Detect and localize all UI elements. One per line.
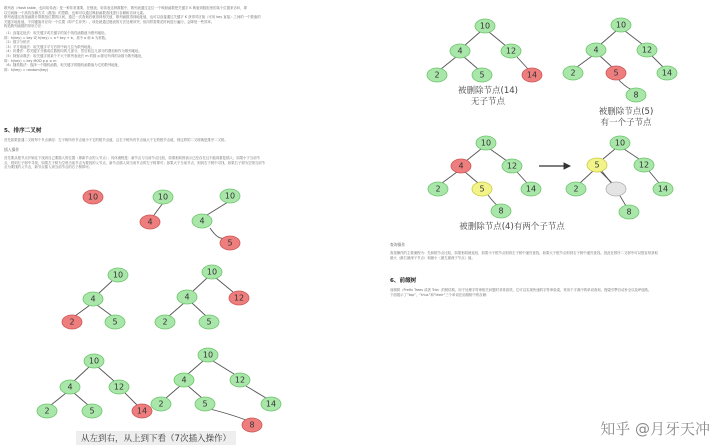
method-line: 即：h(key) = key 或 h(key) = a * key + b，其中 a 和 b 为常数。 <box>4 35 109 40</box>
delete-two-children-after <box>566 136 673 219</box>
svg-text:10: 10 <box>224 191 236 201</box>
insertion-caption: 从左到右，从上到下看（7次插入操作） <box>81 434 231 444</box>
svg-text:14: 14 <box>136 406 148 416</box>
transform-arrow <box>539 163 570 169</box>
svg-text:4: 4 <box>458 161 464 171</box>
svg-text:4: 4 <box>67 382 73 392</box>
method-line: （6）随机数法：选择一个随机函数，取关键字的随机函数值为它的散列地址， <box>4 63 122 68</box>
svg-text:5: 5 <box>202 399 208 409</box>
right-column <box>386 0 720 447</box>
method-line: 即：h(key) = random(key) <box>4 67 49 72</box>
svg-text:2: 2 <box>435 184 441 194</box>
deletion-diagrams <box>386 0 720 447</box>
svg-text:2: 2 <box>158 399 164 409</box>
svg-text:10: 10 <box>157 192 169 202</box>
paragraph-line: 首先要从根节点开始往下找到自己要插入的位置（即新节点的父节点）；具体流程是：新节点与当前节点比较，如果相同则表示已经存在且不能再重复插入；如果小于当前节 <box>4 156 260 160</box>
section6-paras <box>390 288 716 297</box>
delete-one-child-caption-1: 被删除节点(5) <box>598 107 654 117</box>
delete-leaf-tree <box>427 19 542 107</box>
svg-text:12: 12 <box>505 46 517 56</box>
svg-text:5: 5 <box>479 70 485 80</box>
method-line: （3）平方取值法：取关键字平方后的中间几位为散列地址。 <box>4 44 95 49</box>
svg-text:4: 4 <box>147 217 153 227</box>
svg-text:14: 14 <box>525 184 537 194</box>
svg-text:2: 2 <box>162 317 168 327</box>
watermark: 知乎 @月牙天冲 <box>600 420 710 438</box>
svg-text:10: 10 <box>87 192 99 202</box>
delete-leaf-caption-2: 无子节点 <box>470 97 506 107</box>
paragraph-line: 下面展示了“top”、“thus”和“their”三个单词在前缀树中的存储： <box>390 292 490 297</box>
paragraph-line: 点，则到左子树中寻找，如果左子树为空则当前节点为要找的父节点，新节点插入到当前节点的左子树即可；如果大于当前节点，则到右子树中寻找，如果右子树为空则当前节 <box>4 160 266 165</box>
section-heading-5: 5、排序二叉树 <box>4 128 42 134</box>
paragraph-line: 首先如果普通二叉树每个节点满足：左子树所有节点值小于它的根节点值，且右子树所有节点值大于它的根节点值，则这样的二叉树就是排序二叉树。 <box>4 138 228 142</box>
svg-text:5: 5 <box>594 160 600 170</box>
svg-text:12: 12 <box>233 293 245 303</box>
svg-text:5: 5 <box>613 68 619 78</box>
delete-two-children-caption: 被删除节点(4)有两个子节点 <box>459 222 565 232</box>
method-line: 即：h(key) = key MOD p p ≤ m <box>4 58 57 63</box>
paragraph-line: 查找操作的主要流程为：先和根节点比较，如果相同就返回，如果小于根节点则到左子树中递归查找，如果大于根节点则到右子树中递归查找。因此在排序二叉树中可以很容易获取 <box>390 251 658 255</box>
delete-one-child-caption-2: 有一个子节点 <box>600 118 652 128</box>
paragraph-line: 点为要找的父节点，新节点插入到当前节点的右子树即可。 <box>4 165 93 170</box>
section-heading-6: 6、前缀树 <box>390 278 417 284</box>
svg-text:2: 2 <box>69 317 75 327</box>
method-line: （1）直接定址法：取关键字或关键字的某个线性函数值为散列地址。 <box>4 31 108 35</box>
paragraph-line: 关键字地址值，不同键值对应同一个位置（即产生冲突），该处就通过链表的方法处理冲突，但同样需要花时间进行遍历，会降低一些效率。 <box>4 19 215 24</box>
svg-text:4: 4 <box>90 294 96 304</box>
paragraph-line: 前缀树（Prefix Trees 或者 Trie）的树结构，用于处理字符串相关问题时非常高效。它可以实现快速的字符串检索，常用于字典中的单词查询，搜索引擎自动补全以及IP选路。 <box>390 288 652 292</box>
svg-text:8: 8 <box>498 206 504 216</box>
svg-text:14: 14 <box>657 184 669 194</box>
svg-text:8: 8 <box>626 207 632 217</box>
svg-text:10: 10 <box>614 138 626 148</box>
paragraph-line: 散列表（Hash table，也叫哈希表）是一种非常重要，在链表、哈希表这种数据中，散列表通过定位一个映射函数把关键字 K 映射到数组里的某个位置来访问，即 <box>4 6 247 10</box>
svg-text:10: 10 <box>615 20 627 30</box>
insert-step-1 <box>83 190 103 204</box>
delete-one-child-tree <box>563 18 677 128</box>
svg-text:5: 5 <box>206 317 212 327</box>
method-line: （4）折叠法：将关键字分割成位数相同的几部分，然后取这几部分的叠加和作为散列地址。 <box>4 49 142 54</box>
svg-text:5: 5 <box>89 406 95 416</box>
svg-text:4: 4 <box>199 216 205 226</box>
svg-text:4: 4 <box>184 292 190 302</box>
svg-text:12: 12 <box>638 160 650 170</box>
svg-text:10: 10 <box>88 356 100 366</box>
query-label: 查询操作 <box>390 242 406 247</box>
insert-step-3 <box>192 189 240 250</box>
method-line: （5）除留余数法：取关键字被某个不大于散列表表长 m 的数 p 除后所得的余数为散列地址， <box>4 53 145 58</box>
svg-text:4: 4 <box>181 375 187 385</box>
svg-text:14: 14 <box>526 70 538 80</box>
query-paras <box>390 251 716 260</box>
svg-text:2: 2 <box>44 406 50 416</box>
paragraph-line: 散列表通过查找函数计算数组位置的区间，通过一次查询后就得到相关值，散列函数得到地址值，也可以直接通过关键字 K 获得对应值（可用 key 直接）之间的一个数值的 <box>4 15 261 20</box>
svg-text:10: 10 <box>206 267 218 277</box>
delete-two-children-before <box>428 136 541 218</box>
svg-text:10: 10 <box>112 270 124 280</box>
svg-text:10: 10 <box>480 138 492 148</box>
insert-step-4 <box>62 268 128 329</box>
paragraph-line: 最大（最右最深子节点）和最小（最左最深子节点）值。 <box>390 255 475 260</box>
svg-text:10: 10 <box>202 350 214 360</box>
paragraph-line: 以空间换一个高效存储方式（数组）的思路，也称可以通过映射函数查找进行存储和访问元素。 <box>4 10 147 15</box>
svg-text:4: 4 <box>593 45 599 55</box>
insert-step-6 <box>37 354 152 418</box>
svg-text:12: 12 <box>506 161 518 171</box>
svg-text:12: 12 <box>641 45 653 55</box>
svg-text:2: 2 <box>573 184 579 194</box>
svg-text:5: 5 <box>479 184 485 194</box>
method-line: （2）数字分析法 <box>4 40 30 45</box>
insert-step-7 <box>151 348 281 432</box>
paragraph-line: 构造散列函数的常用方法： <box>4 24 45 29</box>
svg-text:10: 10 <box>479 21 491 31</box>
svg-text:2: 2 <box>570 68 576 78</box>
svg-text:5: 5 <box>227 238 233 248</box>
svg-text:12: 12 <box>234 375 246 385</box>
svg-text:14: 14 <box>661 68 673 78</box>
svg-text:14: 14 <box>265 399 277 409</box>
svg-text:5: 5 <box>112 317 118 327</box>
svg-text:8: 8 <box>249 420 255 430</box>
insert-step-2 <box>140 190 173 229</box>
svg-text:8: 8 <box>633 90 639 100</box>
svg-text:4: 4 <box>457 46 463 56</box>
svg-text:12: 12 <box>113 382 125 392</box>
delete-leaf-caption-1: 被删除节点(14) <box>458 86 518 96</box>
svg-text:2: 2 <box>434 70 440 80</box>
insert-label: 插入操作 <box>4 147 20 152</box>
insert-step-5 <box>155 265 249 329</box>
